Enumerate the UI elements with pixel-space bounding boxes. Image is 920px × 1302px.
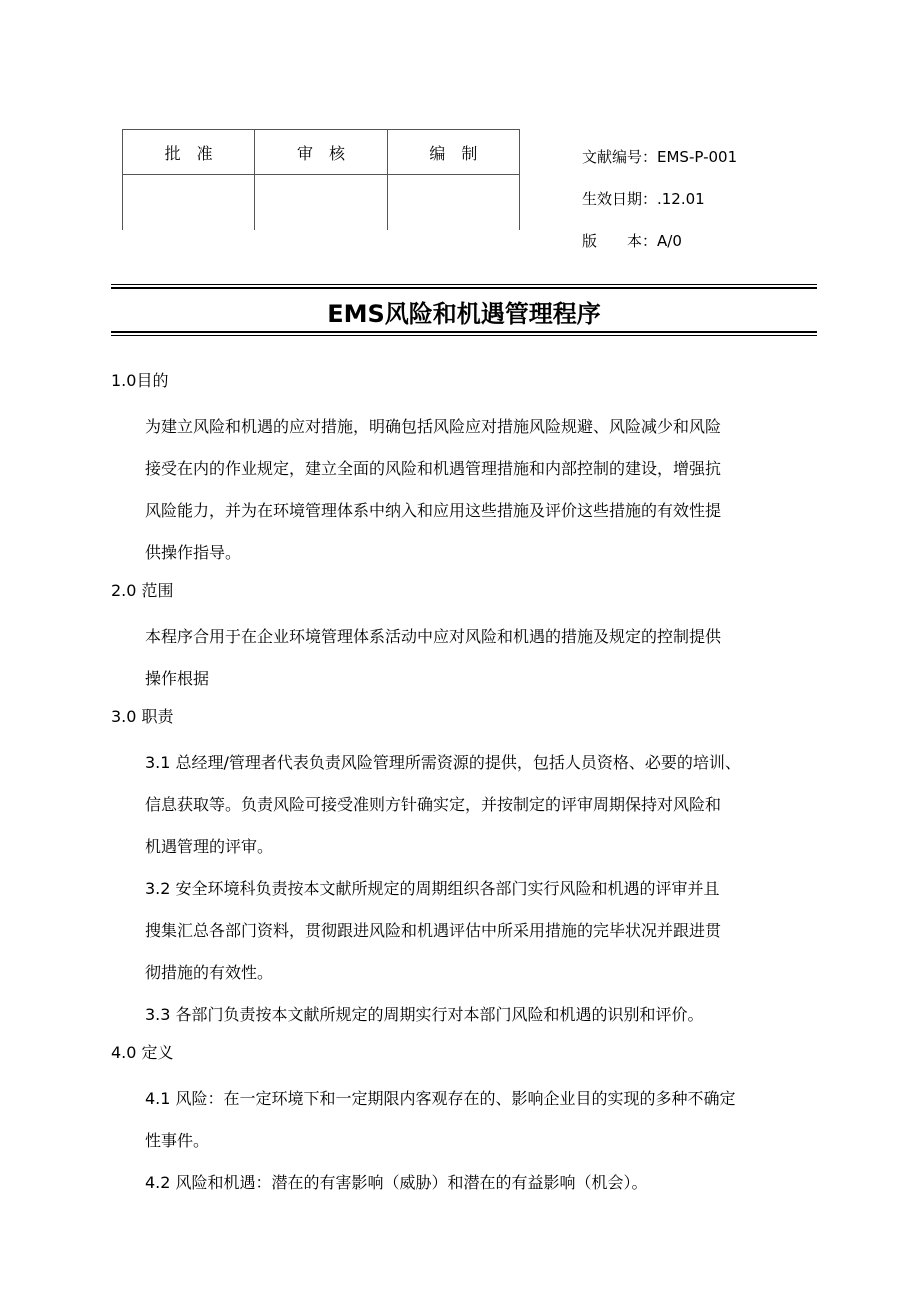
section-paragraph xyxy=(111,868,826,994)
paragraph-line: 机遇管理的评审。 xyxy=(145,837,274,856)
title-rule-bottom xyxy=(111,331,817,336)
paragraph-line: 为建立风险和机遇的应对措施，明确包括风险应对措施风险规避、风险减少和风险 xyxy=(145,417,722,436)
approval-cell-approve xyxy=(123,175,255,231)
effective-date: 生效日期：.12.01 xyxy=(582,190,705,208)
section-paragraph xyxy=(111,742,826,868)
paragraph-line: 3.1 总经理/管理者代表负责风险管理所需资源的提供，包括人员资格、必要的培训、 xyxy=(145,753,741,772)
section-paragraph xyxy=(111,616,826,700)
section-heading: 4.0 定义 xyxy=(111,1043,174,1062)
paragraph-line: 彻措施的有效性。 xyxy=(145,963,274,982)
approval-cell-prepare xyxy=(387,175,519,231)
paragraph-line: 搜集汇总各部门资料，贯彻跟进风险和机遇评估中所采用措施的完毕状况并跟进贯 xyxy=(145,921,722,940)
section-paragraph xyxy=(111,1162,826,1204)
paragraph-line: 性事件。 xyxy=(145,1131,210,1150)
paragraph-line: 3.3 各部门负责按本文献所规定的周期实行对本部门风险和机遇的识别和评价。 xyxy=(145,1005,704,1024)
paragraph-line: 本程序合用于在企业环境管理体系活动中应对风险和机遇的措施及规定的控制提供 xyxy=(145,627,722,646)
page-title: EMS风险和机遇管理程序 xyxy=(327,300,601,328)
paragraph-line: 操作根据 xyxy=(145,669,210,688)
paragraph-line: 风险能力，并为在环境管理体系中纳入和应用这些措施及评价这些措施的有效性提 xyxy=(145,501,722,520)
paragraph-line: 4.1 风险：在一定环境下和一定期限内客观存在的、影响企业目的实现的多种不确定 xyxy=(145,1089,736,1108)
version: 版 本：A/0 xyxy=(582,232,682,250)
paragraph-line: 3.2 安全环境科负责按本文献所规定的周期组织各部门实行风险和机遇的评审并且 xyxy=(145,879,720,898)
approval-table xyxy=(122,129,520,230)
approval-header-review: 审 核 xyxy=(255,130,387,175)
section-paragraph xyxy=(111,1078,826,1162)
section-paragraph xyxy=(111,994,826,1036)
paragraph-line: 信息获取等。负责风险可接受准则方针确实定，并按制定的评审周期保持对风险和 xyxy=(145,795,722,814)
section-heading: 2.0 范围 xyxy=(111,581,174,600)
section-heading: 3.0 职责 xyxy=(111,707,174,726)
title-rule-top xyxy=(111,284,817,289)
paragraph-line: 供操作指导。 xyxy=(145,543,242,562)
paragraph-line: 4.2 风险和机遇：潜在的有害影响（威胁）和潜在的有益影响（机会）。 xyxy=(145,1173,648,1192)
paragraph-line: 接受在内的作业规定，建立全面的风险和机遇管理措施和内部控制的建设，增强抗 xyxy=(145,459,722,478)
approval-cell-review xyxy=(255,175,387,231)
document-body xyxy=(111,364,826,1204)
approval-header-approve: 批 准 xyxy=(123,130,255,175)
document-meta xyxy=(582,143,737,269)
section-heading: 1.0目的 xyxy=(111,371,169,390)
approval-header-prepare: 编 制 xyxy=(387,130,519,175)
doc-number: 文献编号：EMS-P-001 xyxy=(582,148,738,166)
section-paragraph xyxy=(111,406,826,574)
